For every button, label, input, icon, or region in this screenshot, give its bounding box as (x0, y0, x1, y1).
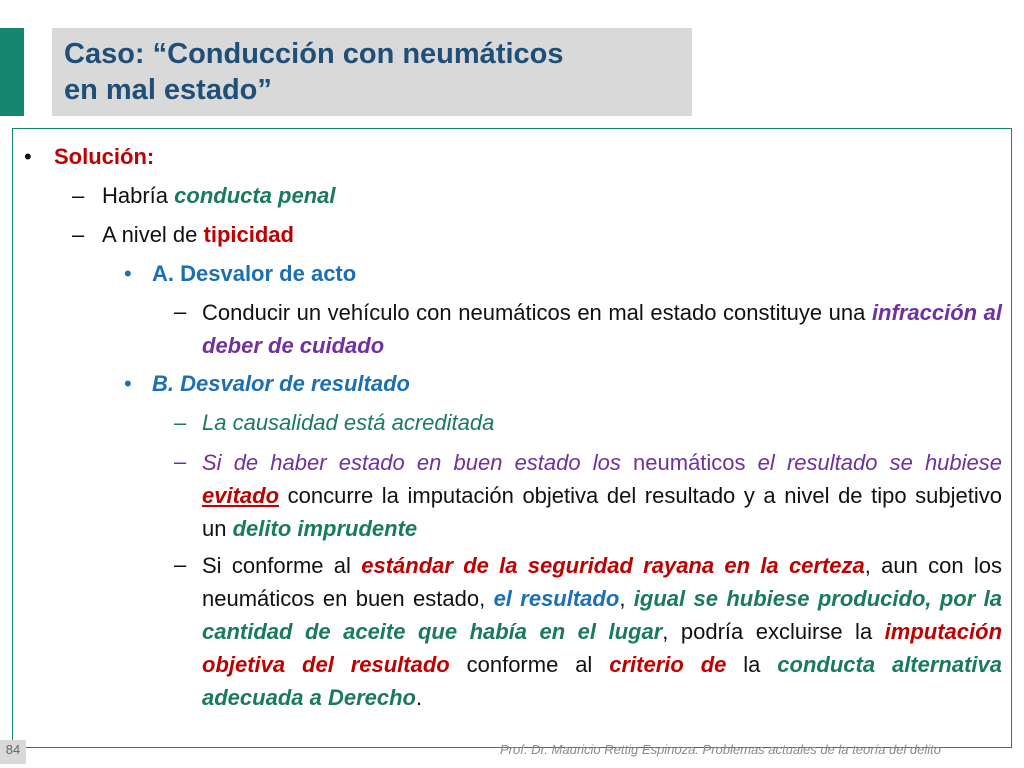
title-accent-bar (0, 28, 24, 116)
list-item-infraccion: Conducir un vehículo con neumáticos en mal estado constituye una infracción al deber de cuidado (202, 300, 1002, 358)
slide-title (64, 36, 680, 108)
dash-icon: – (174, 449, 187, 474)
solucion-label: Solución: (54, 144, 155, 169)
bullet-icon: • (124, 371, 132, 396)
bullet-icon: • (24, 144, 32, 169)
delito-imprudente-text: delito imprudente (232, 516, 418, 541)
dash-icon: – (174, 299, 187, 324)
list-item-estandar: Si conforme al estándar de la seguridad rayana en la certeza, aun con los neumáticos en buen estado, el resultado, igual se hubiese producido, por la cantidad de aceite que había en el lugar, podría excluirse la imputación objetiva del resultado conforme al criterio de la conducta alternativa adecuada a Derecho. (202, 553, 1003, 710)
infraccion-text: infracción al deber de cuidado (202, 300, 1002, 358)
solucion-heading (24, 141, 154, 173)
subheading-desvalor-resultado: • B. Desvalor de resultado (124, 368, 410, 400)
slide-number: 84 (0, 740, 26, 764)
slide-title-line2: en mal estado” (64, 74, 272, 106)
list-item-tipicidad: – A nivel de tipicidad (72, 219, 294, 251)
evitado-text: evitado (202, 483, 280, 508)
dash-icon: – (174, 552, 187, 577)
list-item-causalidad: La causalidad está acreditada (202, 410, 495, 435)
slide-title-line1: Caso: “Conducción con neumáticos (64, 38, 564, 70)
list-item-evitado: Si de haber estado en buen estado los neumáticos el resultado se hubiese evitado concurre la imputación objetiva del resultado y a nivel de tipo subjetivo un delito imprudente (202, 450, 1003, 541)
conducta-penal-text: conducta penal (174, 183, 336, 208)
list-item-conducta: – Habría conducta penal (72, 180, 336, 212)
bullet-icon: • (124, 261, 132, 286)
subheading-desvalor-acto: • A. Desvalor de acto (124, 258, 356, 290)
tipicidad-text: tipicidad (203, 222, 294, 247)
title-box (52, 28, 692, 116)
dash-icon: – (72, 222, 85, 247)
dash-icon: – (174, 410, 187, 435)
footer-text: Prof. Dr. Mauricio Rettig Espinoza. Problemas actuales de la teoría del delito (500, 742, 942, 757)
dash-icon: – (72, 183, 85, 208)
